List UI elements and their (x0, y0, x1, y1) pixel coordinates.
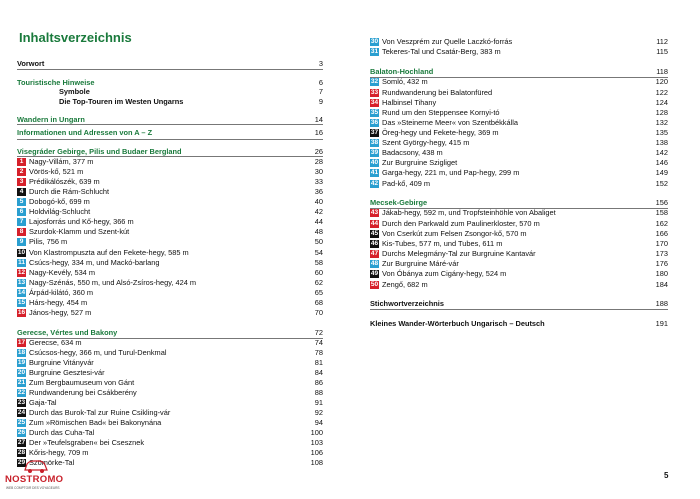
section-divider (17, 338, 323, 339)
toc-page-number: 149 (655, 168, 668, 177)
toc-page-number: 142 (655, 148, 668, 157)
toc-page-number: 128 (655, 108, 668, 117)
toc-entry (17, 278, 323, 287)
tour-number-badge: 30 (370, 37, 379, 45)
toc-page-number: 191 (655, 319, 668, 328)
toc-page-number: 36 (314, 187, 323, 196)
toc-section (17, 128, 323, 137)
toc-entry-title: János-hegy, 527 m (29, 308, 92, 317)
tour-number-badge: 10 (17, 248, 26, 256)
tour-number-badge: 15 (17, 298, 26, 306)
tour-number-badge: 12 (17, 268, 26, 276)
toc-page-number: 50 (314, 237, 323, 246)
tour-number-badge: 49 (370, 269, 379, 277)
toc-entry (17, 438, 323, 447)
tour-number-badge: 44 (370, 219, 379, 227)
section-divider (17, 139, 323, 140)
tour-number-badge: 4 (17, 188, 26, 196)
toc-entry (17, 207, 323, 216)
tour-number-badge: 24 (17, 408, 26, 416)
toc-section (370, 299, 668, 308)
toc-entry (370, 98, 668, 107)
toc-section (370, 67, 668, 76)
toc-page-number: 132 (655, 118, 668, 127)
toc-page-number: 81 (314, 358, 323, 367)
toc-page-number: 40 (314, 197, 323, 206)
toc-entry-title: Vörös-kő, 521 m (29, 167, 84, 176)
tour-number-badge: 36 (370, 118, 379, 126)
toc-entry (370, 108, 668, 117)
toc-page-number: 3 (318, 59, 323, 68)
toc-page-number: 65 (314, 288, 323, 297)
car-icon (22, 458, 50, 474)
toc-page-number: 70 (314, 308, 323, 317)
toc-entry-title: Durch das Cuha-Tal (29, 428, 95, 437)
toc-entry (370, 128, 668, 137)
toc-page-number: 120 (655, 77, 668, 86)
toc-page-number: 122 (655, 88, 668, 97)
toc-page-number: 14 (314, 115, 323, 124)
tour-number-badge: 14 (17, 288, 26, 296)
toc-page-number: 72 (314, 328, 323, 337)
toc-page-number: 78 (314, 348, 323, 357)
toc-entry (17, 167, 323, 176)
tour-number-badge: 23 (17, 398, 26, 406)
toc-page-number: 112 (656, 37, 668, 46)
toc-entry-title: Dobogó-kő, 699 m (29, 197, 90, 206)
tour-number-badge: 29 (17, 458, 26, 466)
tour-number-badge: 33 (370, 88, 379, 96)
section-divider (17, 156, 323, 157)
toc-page-number: 176 (655, 259, 668, 268)
tour-number-badge: 20 (17, 368, 26, 376)
toc-entry-title: Durch den Parkwald zum Paulinerkloster, 570 m (382, 219, 540, 228)
toc-page-number: 9 (318, 97, 323, 106)
toc-entry (370, 219, 668, 228)
toc-page-number: 103 (310, 438, 323, 447)
toc-entry (370, 229, 668, 238)
toc-entry-title: Gaja-Tal (29, 398, 57, 407)
toc-entry (370, 208, 668, 217)
toc-entry-title: Gerecse, Vértes und Bakony (17, 328, 118, 337)
toc-entry-title: Badacsony, 438 m (382, 148, 443, 157)
section-divider (370, 208, 668, 209)
toc-page-number: 62 (314, 278, 323, 287)
toc-section (17, 115, 323, 124)
toc-page-number: 54 (314, 248, 323, 257)
section-divider (17, 69, 323, 70)
toc-entry-title: Die Top-Touren im Westen Ungarns (59, 97, 184, 106)
toc-page-number: 60 (314, 268, 323, 277)
toc-entry (370, 88, 668, 97)
tour-number-badge: 17 (17, 338, 26, 346)
toc-entry (370, 118, 668, 127)
toc-entry-title: Wandern in Ungarn (17, 115, 85, 124)
toc-entry-title: Burgruine Vitányvár (29, 358, 94, 367)
page-number: 5 (664, 471, 669, 480)
toc-page-number: 30 (314, 167, 323, 176)
toc-entry (370, 138, 668, 147)
toc-entry (17, 448, 323, 457)
toc-section (17, 328, 323, 337)
toc-page-number: 94 (314, 418, 323, 427)
toc-entry-title: Burgruine Gesztesi-vár (29, 368, 105, 377)
tour-number-badge: 34 (370, 98, 379, 106)
logo-tagline: WEB COMPTOIR DES VOYAGEURS (6, 486, 60, 490)
toc-entry (370, 168, 668, 177)
tour-number-badge: 5 (17, 198, 26, 206)
toc-entry (370, 249, 668, 258)
toc-entry (17, 237, 323, 246)
toc-entry-title: Zengő, 682 m (382, 280, 428, 289)
tour-number-badge: 46 (370, 239, 379, 247)
toc-section (17, 59, 323, 68)
toc-entry-title: Von Veszprém zur Quelle Laczkó-forrás (382, 37, 513, 46)
toc-entry-title: Gerecse, 634 m (29, 338, 82, 347)
toc-entry-title: Hárs-hegy, 454 m (29, 298, 88, 307)
toc-page-number: 138 (655, 138, 668, 147)
tour-number-badge: 50 (370, 280, 379, 288)
toc-page-number: 16 (314, 128, 323, 137)
toc-entry-title: Csúcs-hegy, 334 m, und Mackó-barlang (29, 258, 160, 267)
toc-entry (17, 197, 323, 206)
tour-number-badge: 3 (17, 178, 26, 186)
tour-number-badge: 47 (370, 249, 379, 257)
toc-entry-title: Vorwort (17, 59, 45, 68)
toc-entry-title: Informationen und Adressen von A – Z (17, 128, 153, 137)
toc-entry (17, 248, 323, 257)
toc-page-number: 173 (655, 249, 668, 258)
tour-number-badge: 40 (370, 158, 379, 166)
toc-entry-title: Mecsek-Gebirge (370, 198, 428, 207)
tour-number-badge: 21 (17, 378, 26, 386)
toc-entry-title: Rundwanderung bei Balatonfüred (382, 88, 493, 97)
toc-entry (17, 268, 323, 277)
toc-entry-title: Árpád-kilátó, 360 m (29, 288, 94, 297)
toc-page-number: 74 (314, 338, 323, 347)
tour-number-badge: 19 (17, 358, 26, 366)
toc-page-number: 44 (314, 217, 323, 226)
toc-entry (17, 177, 323, 186)
toc-page-number: 156 (655, 198, 668, 207)
toc-section (17, 147, 323, 156)
toc-section (370, 319, 668, 328)
toc-entry (17, 308, 323, 317)
tour-number-badge: 42 (370, 179, 379, 187)
tour-number-badge: 9 (17, 238, 26, 246)
toc-page-number: 118 (656, 67, 668, 76)
toc-entry (17, 217, 323, 226)
toc-entry (17, 428, 323, 437)
toc-entry (370, 47, 668, 56)
tour-number-badge: 27 (17, 438, 26, 446)
toc-entry-title: Szent György-hegy, 415 m (382, 138, 470, 147)
toc-page-number: 162 (655, 219, 668, 228)
section-divider (370, 77, 668, 78)
toc-entry-title: Von Cserkút zum Felsen Zsongor-kő, 570 m (382, 229, 527, 238)
toc-page-number: 184 (655, 280, 668, 289)
toc-entry (17, 258, 323, 267)
tour-number-badge: 41 (370, 168, 379, 176)
toc-page-number: 84 (314, 368, 323, 377)
toc-entry-title: Öreg-hegy und Fekete-hegy, 369 m (382, 128, 499, 137)
toc-entry-title: Rund um den Steppensee Kornyi-tó (382, 108, 500, 117)
toc-entry (17, 227, 323, 236)
toc-entry-title: Garga-hegy, 221 m, und Pap-hegy, 299 m (382, 168, 520, 177)
toc-page-number: 58 (314, 258, 323, 267)
toc-page-number: 88 (314, 388, 323, 397)
tour-number-badge: 22 (17, 388, 26, 396)
toc-page-number: 33 (314, 177, 323, 186)
toc-page-number: 91 (314, 398, 323, 407)
toc-page-number: 152 (655, 179, 668, 188)
tour-number-badge: 6 (17, 208, 26, 216)
tour-number-badge: 13 (17, 278, 26, 286)
tour-number-badge: 11 (18, 258, 25, 266)
toc-entry-title: Zur Burgruine Szigliget (382, 158, 458, 167)
toc-entry (370, 37, 668, 46)
toc-entry-title: Nagy-Szénás, 550 m, und Alsó-Zsíros-hegy, 424 m (29, 278, 197, 287)
toc-page-number: 48 (314, 227, 323, 236)
toc-page-number: 68 (314, 298, 323, 307)
toc-entry (17, 418, 323, 427)
toc-entry (17, 358, 323, 367)
toc-page-number: 108 (310, 458, 323, 467)
tour-number-badge: 43 (370, 208, 379, 216)
toc-entry-title: Jákab-hegy, 592 m, und Tropfsteinhöhle von Abaliget (382, 208, 556, 217)
toc-entry-title: Nagy-Kevély, 534 m (29, 268, 95, 277)
toc-entry (17, 298, 323, 307)
tour-number-badge: 37 (370, 128, 379, 136)
toc-entry (370, 179, 668, 188)
tour-number-badge: 7 (17, 218, 26, 226)
toc-section (370, 198, 668, 207)
tour-number-badge: 18 (17, 348, 26, 356)
logo-name: NOSTROMO (5, 474, 64, 485)
toc-page-number: 106 (310, 448, 323, 457)
toc-page-number: 42 (314, 207, 323, 216)
toc-entry-title: Der »Teufelsgraben« bei Csesznek (29, 438, 145, 447)
toc-page-number: 180 (655, 269, 668, 278)
toc-entry (370, 280, 668, 289)
toc-entry-title: Somló, 432 m (382, 77, 428, 86)
toc-entry-title: Pad-kő, 409 m (382, 179, 431, 188)
toc-page-number: 92 (314, 408, 323, 417)
toc-entry (370, 148, 668, 157)
toc-entry-title: Kőris-hegy, 709 m (29, 448, 89, 457)
tour-number-badge: 16 (17, 308, 26, 316)
section-divider (17, 124, 323, 125)
toc-entry-title: Pilis, 756 m (29, 237, 68, 246)
toc-entry-title: Prédikálószék, 639 m (29, 177, 100, 186)
toc-entry-title: Von Klastrompuszta auf den Fekete-hegy, 585 m (29, 248, 189, 257)
publisher-logo (5, 458, 67, 496)
toc-section (17, 87, 323, 96)
toc-page-number: 26 (314, 147, 323, 156)
toc-entry-title: Zum Bergbaumuseum von Gánt (29, 378, 135, 387)
toc-entry-title: Durchs Melegmány-Tal zur Burgruine Kantavár (382, 249, 536, 258)
toc-entry-title: Durch die Rám-Schlucht (29, 187, 110, 196)
toc-entry (370, 259, 668, 268)
tour-number-badge: 32 (370, 77, 379, 85)
toc-entry (17, 408, 323, 417)
toc-page-number: 166 (655, 229, 668, 238)
toc-page-number: 124 (655, 98, 668, 107)
toc-entry (370, 77, 668, 86)
page-title: Inhaltsverzeichnis (19, 30, 132, 45)
toc-page-number: 158 (655, 208, 668, 217)
tour-number-badge: 35 (370, 108, 379, 116)
section-divider (370, 309, 668, 310)
toc-entry (17, 348, 323, 357)
toc-entry-title: Stichwortverzeichnis (370, 299, 444, 308)
tour-number-badge: 28 (17, 448, 26, 456)
toc-section (17, 78, 323, 87)
tour-number-badge: 25 (17, 418, 26, 426)
toc-entry-title: Csúcsos-hegy, 366 m, und Turul-Denkmal (29, 348, 167, 357)
toc-entry-title: Touristische Hinweise (17, 78, 95, 87)
toc-entry-title: Durch das Burok-Tal zur Ruine Csikling-vár (29, 408, 171, 417)
toc-entry-title: Zur Burgruine Máré-vár (382, 259, 459, 268)
toc-page-number: 146 (655, 158, 668, 167)
tour-number-badge: 1 (17, 158, 26, 166)
toc-entry (17, 388, 323, 397)
toc-entry-title: Kis-Tubes, 577 m, und Tubes, 611 m (382, 239, 503, 248)
toc-page-number: 188 (655, 299, 668, 308)
toc-entry-title: Tekeres-Tal und Csatár-Berg, 383 m (382, 47, 501, 56)
toc-page-number: 7 (318, 87, 323, 96)
tour-number-badge: 31 (370, 47, 379, 55)
tour-number-badge: 39 (370, 148, 379, 156)
toc-entry (370, 269, 668, 278)
tour-number-badge: 8 (17, 228, 26, 236)
toc-entry (370, 158, 668, 167)
toc-entry-title: Nagy-Villám, 377 m (29, 157, 94, 166)
toc-entry-title: Szurdok-Klamm und Szent-kút (29, 227, 130, 236)
toc-entry-title: Halbinsel Tihany (382, 98, 437, 107)
toc-entry-title: Rundwanderung bei Csákberény (29, 388, 137, 397)
toc-page-number: 135 (655, 128, 668, 137)
toc-page-number: 100 (310, 428, 323, 437)
toc-entry-title: Von Óbánya zum Cigány-hegy, 524 m (382, 269, 507, 278)
toc-page-number: 6 (318, 78, 323, 87)
toc-entry (17, 157, 323, 166)
tour-number-badge: 2 (17, 168, 26, 176)
tour-number-badge: 38 (370, 138, 379, 146)
toc-entry-title: Lajosforrás und Kő-hegy, 366 m (29, 217, 134, 226)
toc-entry-title: Zum »Römischen Bad« bei Bakonynána (29, 418, 162, 427)
toc-entry-title: Kleines Wander-Wörterbuch Ungarisch – Deutsch (370, 319, 545, 328)
toc-page-number: 86 (314, 378, 323, 387)
toc-entry-title: Das »Steinerne Meer« von Szentbékkálla (382, 118, 518, 127)
tour-number-badge: 26 (17, 428, 26, 436)
toc-page-number: 115 (656, 47, 668, 56)
toc-entry-title: Balaton-Hochland (370, 67, 434, 76)
toc-entry (17, 338, 323, 347)
toc-entry (17, 187, 323, 196)
toc-entry (17, 378, 323, 387)
toc-page-number: 28 (314, 157, 323, 166)
toc-section (17, 97, 323, 106)
toc-entry (17, 288, 323, 297)
toc-entry-title: Symbole (59, 87, 90, 96)
tour-number-badge: 45 (370, 229, 379, 237)
toc-page-number: 170 (655, 239, 668, 248)
toc-entry-title: Holdvilág-Schlucht (29, 207, 91, 216)
tour-number-badge: 48 (370, 259, 379, 267)
toc-entry (17, 368, 323, 377)
toc-entry-title: Visegráder Gebirge, Pilis und Budaer Bergland (17, 147, 182, 156)
toc-entry-title: Szömörke-Tal (29, 458, 75, 467)
toc-entry (370, 239, 668, 248)
toc-entry (17, 398, 323, 407)
